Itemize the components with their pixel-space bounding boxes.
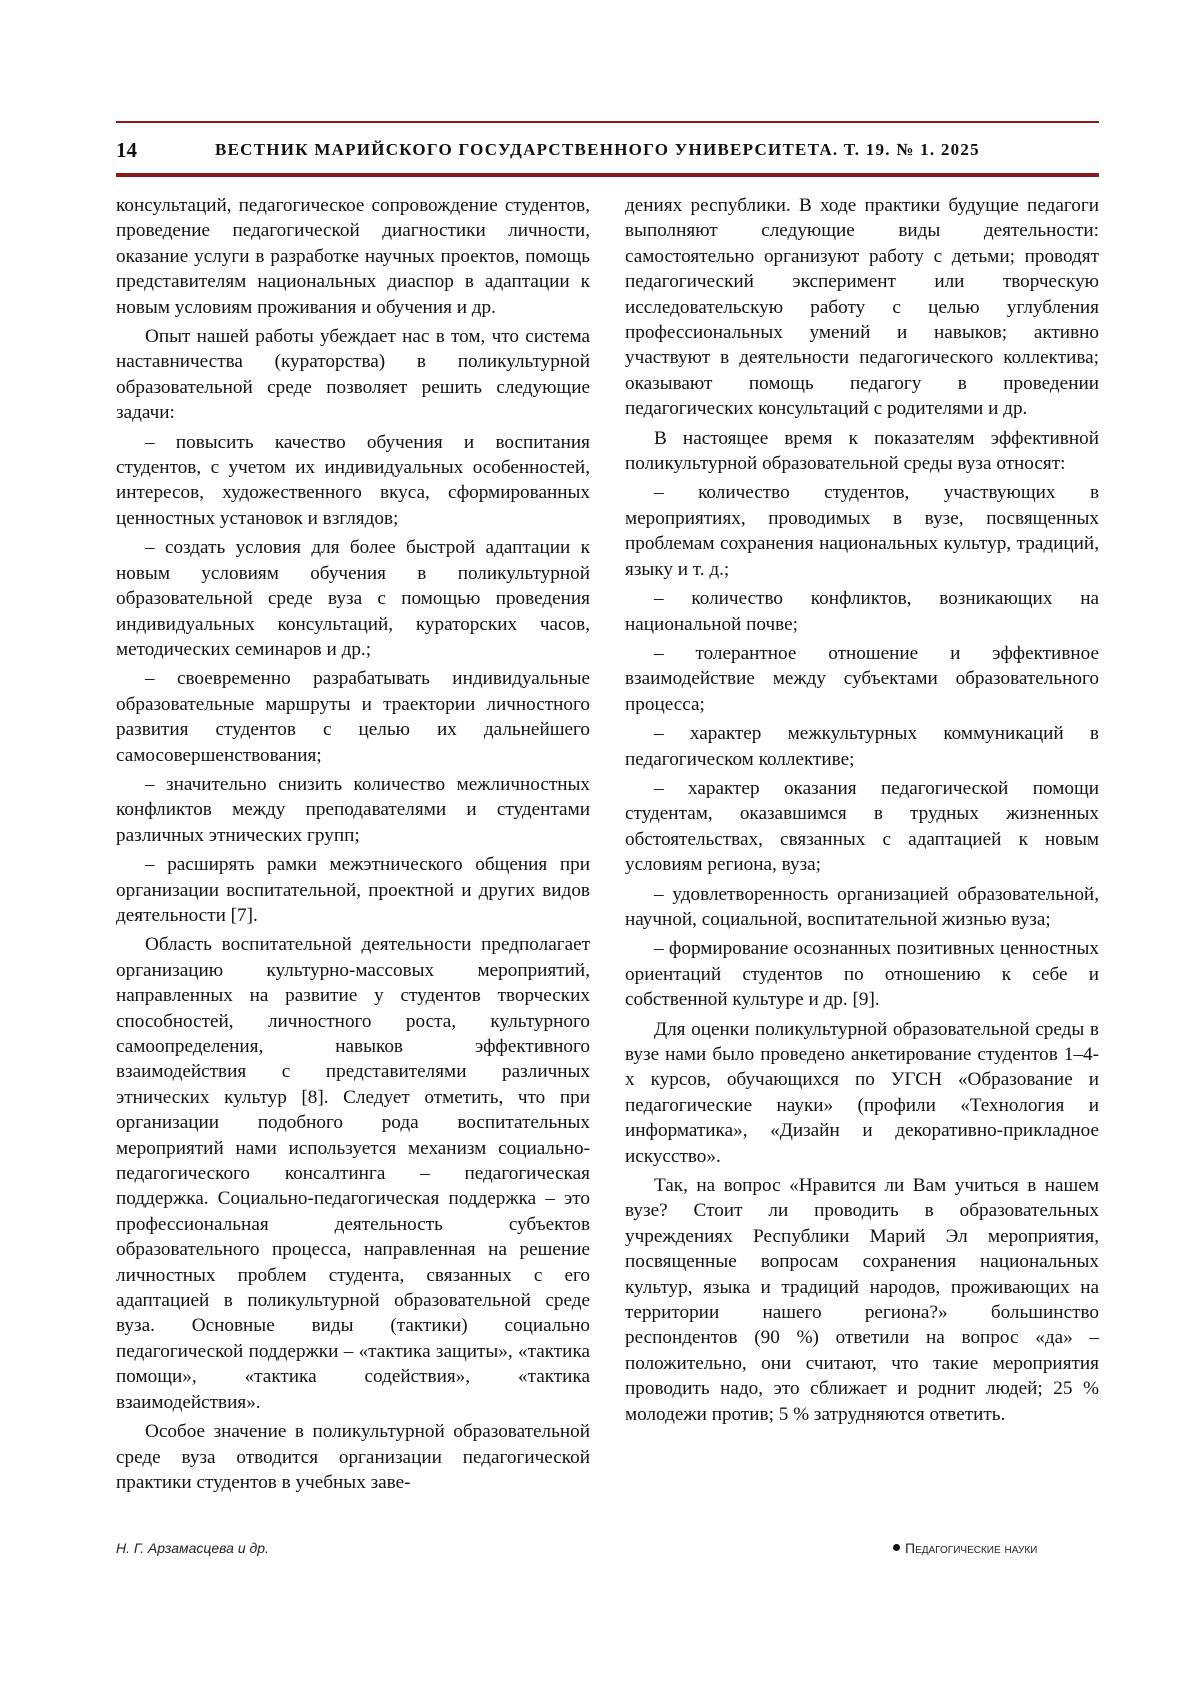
left-column (116, 193, 590, 1499)
list-item: – характер межкультурных коммуникаций в педагогическом коллективе; (625, 723, 1099, 770)
list-item: – своевременно разрабатывать индивидуальные образовательные маршруты и траектории личностного развития студентов с целью их дальнейшего самосовершенствования; (116, 668, 590, 766)
list-item: – расширять рамки межэтнического общения при организации воспитательной, проектной и других видов деятельности [7]. (116, 854, 590, 926)
list-item: – формирование осознанных позитивных ценностных ориентаций студентов по отношению к себе и собственной культуре и др. [9]. (625, 938, 1099, 1011)
footer-section-label: Педагогические науки (905, 1540, 1038, 1556)
paragraph: Область воспитательной деятельности предполагает организацию культурно-массовых мероприятий, направленных на развитие у студентов творческих способностей, личностного роста, культурного самоопределения, навыков эффективного взаимодействия с представителями различных этнических культур [8]. Следует отметить, что при организации подобного рода воспитательных мероприятий нами используется механизм социально-педагогического консалтинга – педагогическая поддержка. Социально-педагогическая поддержка – это профессиональная деятельность субъектов образовательного процесса, направленная на решение личностных проблем студента, связанных с его адаптацией в поликультурной образовательной среде вуза. Основные виды (тактики) социально педагогической поддержки – «тактика защиты», «тактика помощи», «тактика содействия», «тактика взаимодействия». (116, 934, 590, 1413)
list-item: – удовлетворенность организацией образовательной, научной, социальной, воспитательной жизнью вуза; (625, 883, 1099, 930)
page-number: 14 (116, 138, 137, 162)
header-rule-top (116, 121, 1099, 123)
list-item: – повысить качество обучения и воспитания студентов, с учетом их индивидуальных особенностей, интересов, художественного вкуса, сформированных ценностных установок и взглядов; (116, 431, 590, 529)
paragraph: Особое значение в поликультурной образовательной среде вуза отводится организации педагогической практики студентов в учебных заве- (116, 1421, 590, 1493)
bullet-icon (893, 1544, 900, 1551)
paragraph: консультаций, педагогическое сопровождение студентов, проведение педагогической диагностики личности, оказание услуги в разработке научных проектов, помощь представителям национальных диаспор в адаптации к новым условиям проживания и обучения и др. (116, 195, 590, 318)
paragraph: Так, на вопрос «Нравится ли Вам учиться в нашем вузе? Стоит ли проводить в образовательных учреждениях Республики Марий Эл мероприятия, посвященные вопросам сохранения национальных культур, языка и традиций народов, проживающих на территории нашего региона?» большинство респондентов (90 %) ответили на вопрос «да» – положительно, они считают, что такие мероприятия проводить надо, это сближает и роднит людей; 25 % молодежи против; 5 % затрудняются ответить. (625, 1175, 1099, 1425)
paragraph: дениях республики. В ходе практики будущие педагоги выполняют следующие виды деятельности: самостоятельно организуют работу с детьми; проводят педагогический эксперимент или творческую исследовательскую работу с целью углубления профессиональных умений и навыков; активно участвуют в деятельности педагогического коллектива; оказывают помощь педагогу в проведении педагогических консультаций с родителями и др. (625, 195, 1099, 420)
paragraph: Опыт нашей работы убеждает нас в том, что система наставничества (кураторства) в поликультурной образовательной среде позволяет решить следующие задачи: (116, 326, 590, 424)
paragraph: В настоящее время к показателям эффективной поликультурной образовательной среды вуза относят: (625, 427, 1099, 475)
list-item: – создать условия для более быстрой адаптации к новым условиям обучения в поликультурной образовательной среде вуза с помощью проведения индивидуальных консультаций, кураторских часов, методических семинаров и др.; (116, 537, 590, 660)
list-item: – характер оказания педагогической помощи студентам, оказавшимся в трудных жизненных обстоятельствах, связанных с адаптацией к новым условиям региона, вуза; (625, 777, 1099, 876)
header-rule-bottom (116, 173, 1099, 177)
list-item: – значительно снизить количество межличностных конфликтов между преподавателями и студентами различных этнических групп; (116, 773, 590, 846)
footer-authors: Н. Г. Арзамасцева и др. (116, 1540, 269, 1556)
right-column (625, 193, 1099, 1431)
footer-section (893, 1540, 1037, 1556)
paragraph: Для оценки поликультурной образовательной среды в вузе нами было проведено анкетирование студентов 1–4-х курсов, обучающихся по УГСН «Образование и педагогические науки» (профили «Технология и информатика», «Дизайн и декоративно-прикладное искусство». (625, 1018, 1099, 1167)
list-item: – количество конфликтов, возникающих на национальной почве; (625, 588, 1099, 635)
journal-title: ВЕСТНИК МАРИЙСКОГО ГОСУДАРСТВЕННОГО УНИВЕРСИТЕТА. Т. 19. № 1. 2025 (215, 140, 980, 159)
list-item: – толерантное отношение и эффективное взаимодействие между субъектами образовательного процесса; (625, 642, 1099, 715)
list-item: – количество студентов, участвующих в мероприятиях, проводимых в вузе, посвященных проблемам сохранения национальных культур, традиций, языку и т. д.; (625, 482, 1099, 580)
